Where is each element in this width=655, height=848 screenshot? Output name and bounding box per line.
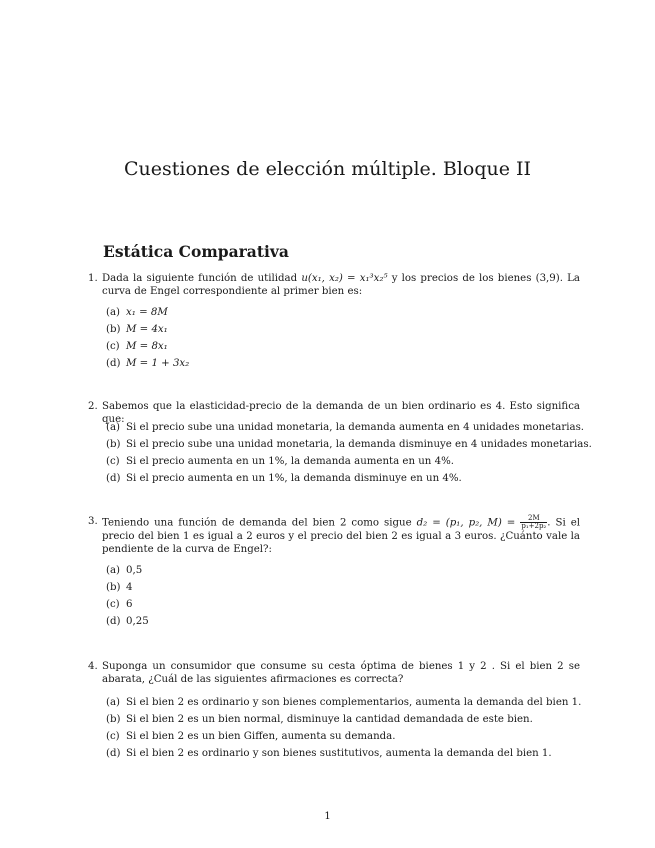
question-stem: Suponga un consumidor que consume su cesta óptima de bienes 1 y 2 . Si el bien 2 se abarata, ¿Cuál de las siguientes afirmaciones es correcta? <box>102 661 580 685</box>
option-b: (b) Si el precio sube una unidad monetaria, la demanda disminuye en 4 unidades monetarias. <box>106 439 592 450</box>
option-b: (b) Si el bien 2 es un bien normal, disminuye la cantidad demandada de este bien. <box>106 714 533 725</box>
option-d: (d) M = 1 + 3x₂ <box>106 358 190 369</box>
question-4 <box>88 660 582 759</box>
option-c: (c) 6 <box>106 599 133 610</box>
option-b: (b) 4 <box>106 582 133 593</box>
option-a: (a) Si el bien 2 es ordinario y son bienes complementarios, aumenta la demanda del bien 1. <box>106 697 582 708</box>
option-b: (b) M = 4x₁ <box>106 324 168 335</box>
option-d: (d) Si el bien 2 es ordinario y son bienes sustitutivos, aumenta la demanda del bien 1. <box>106 748 552 759</box>
stem-text: y los precios de los bienes (3,9). La curva de Engel correspondiente al primer bien es: <box>102 273 580 297</box>
option-a: (a) 0,5 <box>106 565 143 576</box>
stem-text: . Si el precio del bien 1 es igual a 2 euros y el precio del bien 2 es igual a 3 euros. ¿Cuánto vale la pendiente de la curva de Engel?: <box>102 517 580 555</box>
option-a: (a) x₁ = 8M <box>106 307 168 318</box>
question-number: 4. <box>88 661 98 672</box>
question-number: 1. <box>88 273 98 284</box>
section-heading: Estática Comparativa <box>103 242 289 261</box>
question-stem <box>102 515 580 556</box>
question-2 <box>88 400 592 484</box>
option-c: (c) Si el precio aumenta en un 1%, la demanda aumenta en un 4%. <box>106 456 455 467</box>
stem-text: Teniendo una función de demanda del bien 2 como sigue <box>102 517 412 529</box>
question-stem <box>102 272 580 298</box>
option-c: (c) M = 8x₁ <box>106 341 168 352</box>
question-1 <box>88 272 580 369</box>
option-d: (d) Si el precio aumenta en un 1%, la demanda disminuye en un 4%. <box>106 473 462 484</box>
document-title: Cuestiones de elección múltiple. Bloque II <box>123 158 532 180</box>
option-d: (d) 0,25 <box>106 616 149 627</box>
stem-text: Dada la siguiente función de utilidad <box>102 273 298 284</box>
question-number: 3. <box>88 516 98 527</box>
option-a: (a) Si el precio sube una unidad monetaria, la demanda aumenta en 4 unidades monetarias. <box>106 422 585 433</box>
question-stem: Sabemos que la elasticidad-precio de la demanda de un bien ordinario es 4. Esto significa que: <box>102 401 580 425</box>
question-3 <box>88 514 580 627</box>
utility-function: u(x₁, x₂) = x₁³x₂⁵ <box>301 273 388 284</box>
page-number: 1 <box>324 811 331 822</box>
demand-function: d₂ = (p₁, p₂, M) = <box>416 517 516 529</box>
option-c: (c) Si el bien 2 es un bien Giffen, aumenta su demanda. <box>106 731 396 742</box>
question-number: 2. <box>88 401 98 412</box>
demand-fraction: $\frac{2M}{\text{p₁+2p₂}}$ <box>521 514 547 530</box>
